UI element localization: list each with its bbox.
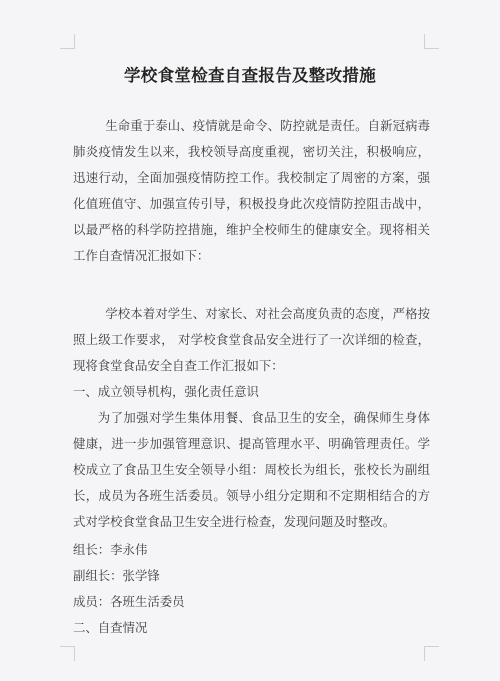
document-body (73, 113, 430, 641)
leader-line: 组长：李永伟 (73, 542, 148, 557)
second-paragraph: 学校本着对学生、对家长、对社会高度负责的态度，严格按照上级工作要求， 对学校食堂食品安全进行了一次详细的检查，现将食堂食品安全自查工作汇报如下： (73, 306, 430, 373)
section1-heading: 一、成立领导机构，强化责任意识 (73, 384, 259, 399)
paragraph-gap (73, 269, 430, 301)
section2-heading: 二、自查情况 (73, 620, 148, 635)
document-title: 学校食堂检查自查报告及整改措施 (124, 66, 376, 85)
vice-leader-line: 副组长：张学锋 (73, 568, 160, 583)
crop-mark-top-left (60, 34, 75, 49)
crop-mark-bottom-left (60, 646, 75, 661)
members-line: 成员：各班生活委员 (73, 594, 185, 609)
crop-mark-top-right (424, 34, 439, 49)
intro-paragraph: 生命重于泰山、疫情就是命令、防控就是责任。自新冠病毒肺炎疫情发生以来，我校领导高度重视，密切关注，积极响应，迅速行动，全面加强疫情防控工作。我校制定了周密的方案，强化值班值守、加强宣传引导，积极投身此次疫情防控阻击战中，以最严格的科学防控措施，维护全校师生的健康安全。现将相关工作自查情况汇报如下： (73, 118, 430, 263)
section1-body: 为了加强对学生集体用餐、食品卫生的安全，确保师生身体健康，进一步加强管理意识、提高管理水平、明确管理责任。学校成立了食品卫生安全领导小组：周校长为组长，张校长为副组长，成员为各班生活委员。领导小组分定期和不定期相结合的方式对学校食堂食品卫生安全进行检查，发现问题及时整改。 (73, 410, 430, 529)
crop-mark-bottom-right (424, 646, 439, 661)
